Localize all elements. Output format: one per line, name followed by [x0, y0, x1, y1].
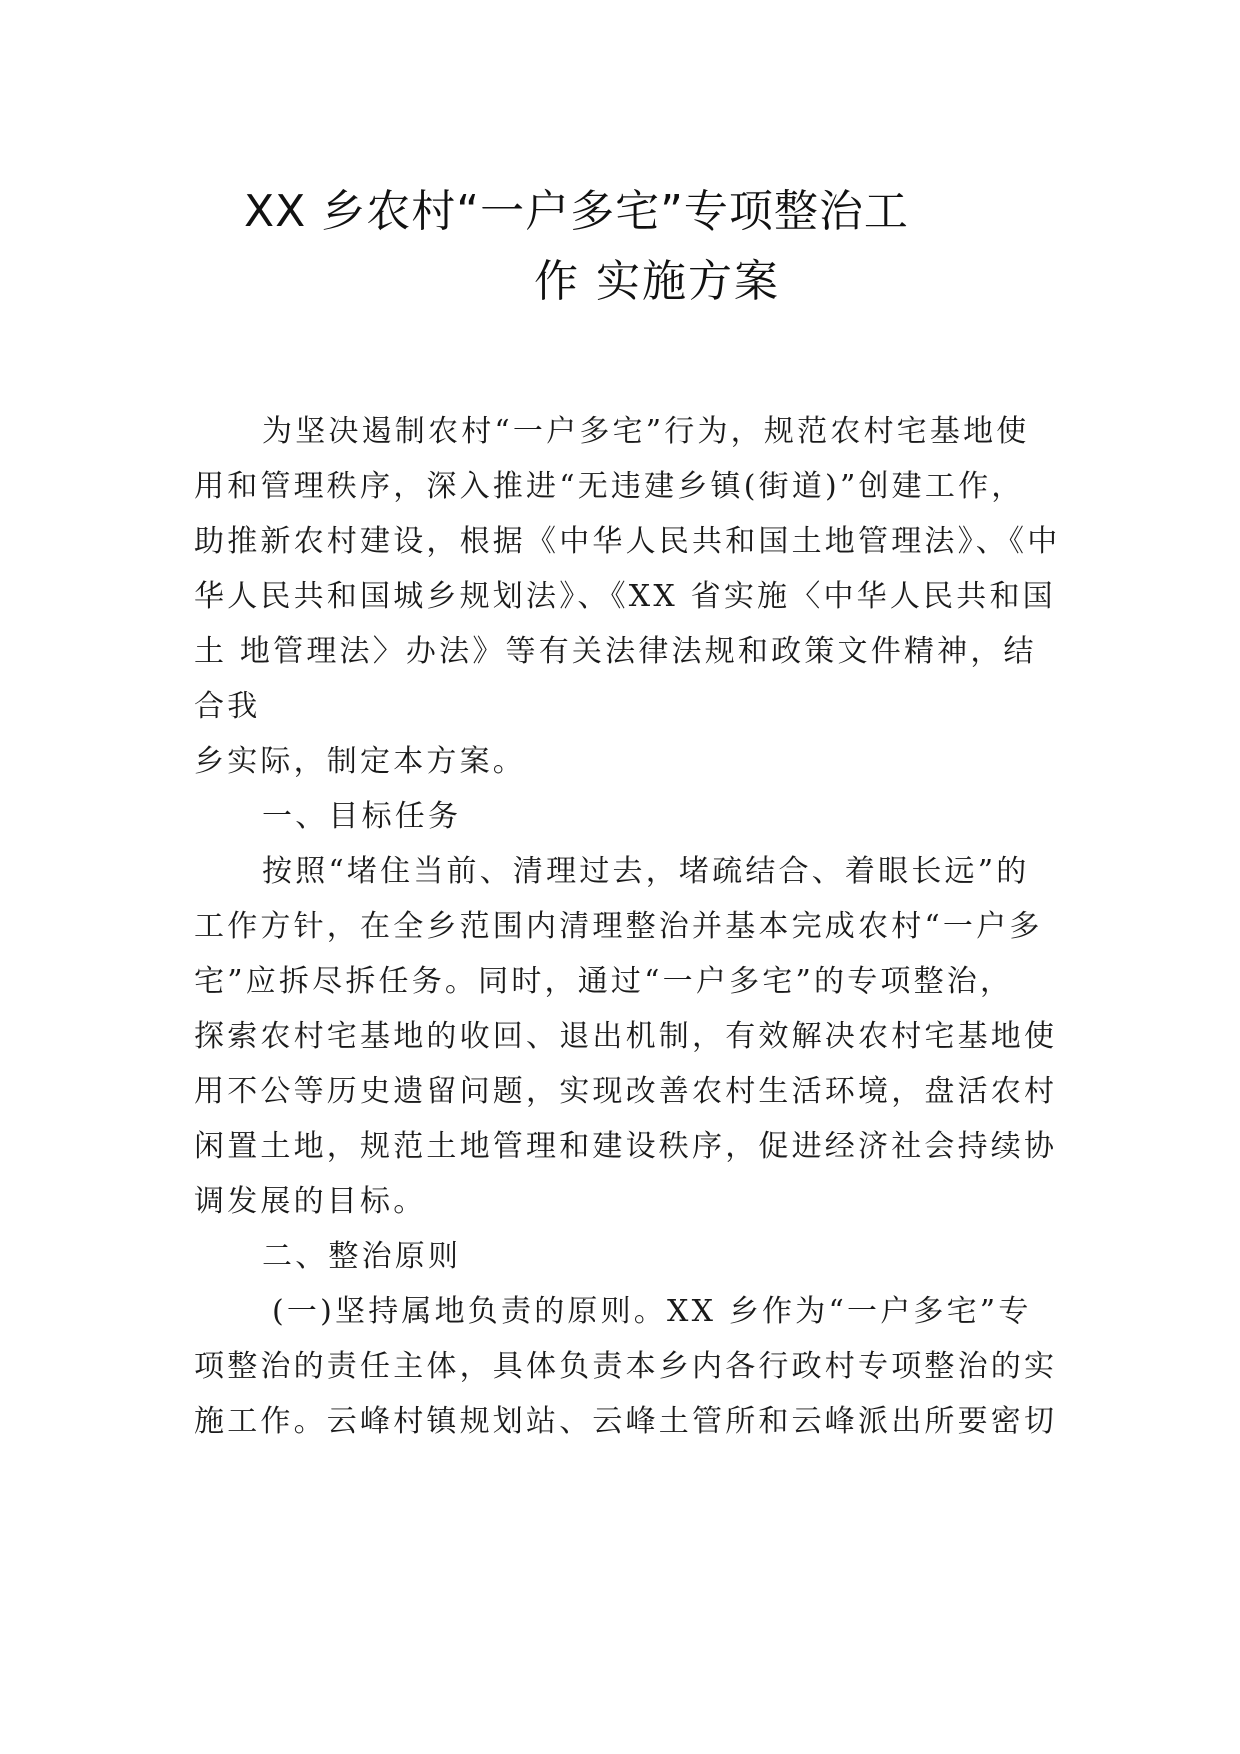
document-title-line-1: XX 乡农村“一户多宅”专项整治工 [244, 186, 909, 237]
paragraph-goals-line-5: 用不公等历史遗留问题，实现改善农村生活环境，盘活农村 [194, 1074, 1058, 1109]
paragraph-principle-line-1: (一)坚持属地负责的原则。XX 乡作为“一户多宅”专 [272, 1294, 1032, 1329]
section-heading-1: 一、目标任务 [262, 799, 462, 834]
paragraph-intro-line-3: 助推新农村建设，根据《中华人民共和国土地管理法》、《中 [194, 524, 1061, 559]
section-heading-2: 二、整治原则 [262, 1239, 462, 1274]
paragraph-principle-line-2: 项整治的责任主体，具体负责本乡内各行政村专项整治的实 [194, 1349, 1058, 1384]
document-title-line-2: 作 实施方案 [534, 256, 780, 307]
paragraph-goals-line-3: 宅”应拆尽拆任务。同时，通过“一户多宅”的专项整治， [194, 964, 1014, 999]
paragraph-intro-line-4: 华人民共和国城乡规划法》、《XX 省实施〈中华人民共和国 [194, 579, 1056, 614]
paragraph-goals-line-4: 探索农村宅基地的收回、退出机制，有效解决农村宅基地使 [194, 1019, 1058, 1054]
paragraph-goals-line-1: 按照“堵住当前、清理过去，堵疏结合、着眼长远”的 [262, 854, 1030, 889]
paragraph-intro-line-1: 为坚决遏制农村“一户多宅”行为，规范农村宅基地使 [262, 414, 1030, 449]
paragraph-intro-line-6: 合我 [194, 689, 261, 724]
paragraph-intro-line-7: 乡实际，制定本方案。 [194, 744, 526, 779]
paragraph-goals-line-6: 闲置土地，规范土地管理和建设秩序，促进经济社会持续协 [194, 1129, 1058, 1164]
paragraph-intro-line-2: 用和管理秩序，深入推进“无违建乡镇(街道)”创建工作， [194, 469, 1025, 504]
paragraph-intro-line-5: 土 地管理法〉办法》等有关法律法规和政策文件精神，结 [194, 634, 1037, 669]
paragraph-principle-line-3: 施工作。云峰村镇规划站、云峰土管所和云峰派出所要密切 [194, 1404, 1058, 1439]
paragraph-goals-line-7: 调发展的目标。 [194, 1184, 427, 1219]
paragraph-goals-line-2: 工作方针，在全乡范围内清理整治并基本完成农村“一户多 [194, 909, 1043, 944]
